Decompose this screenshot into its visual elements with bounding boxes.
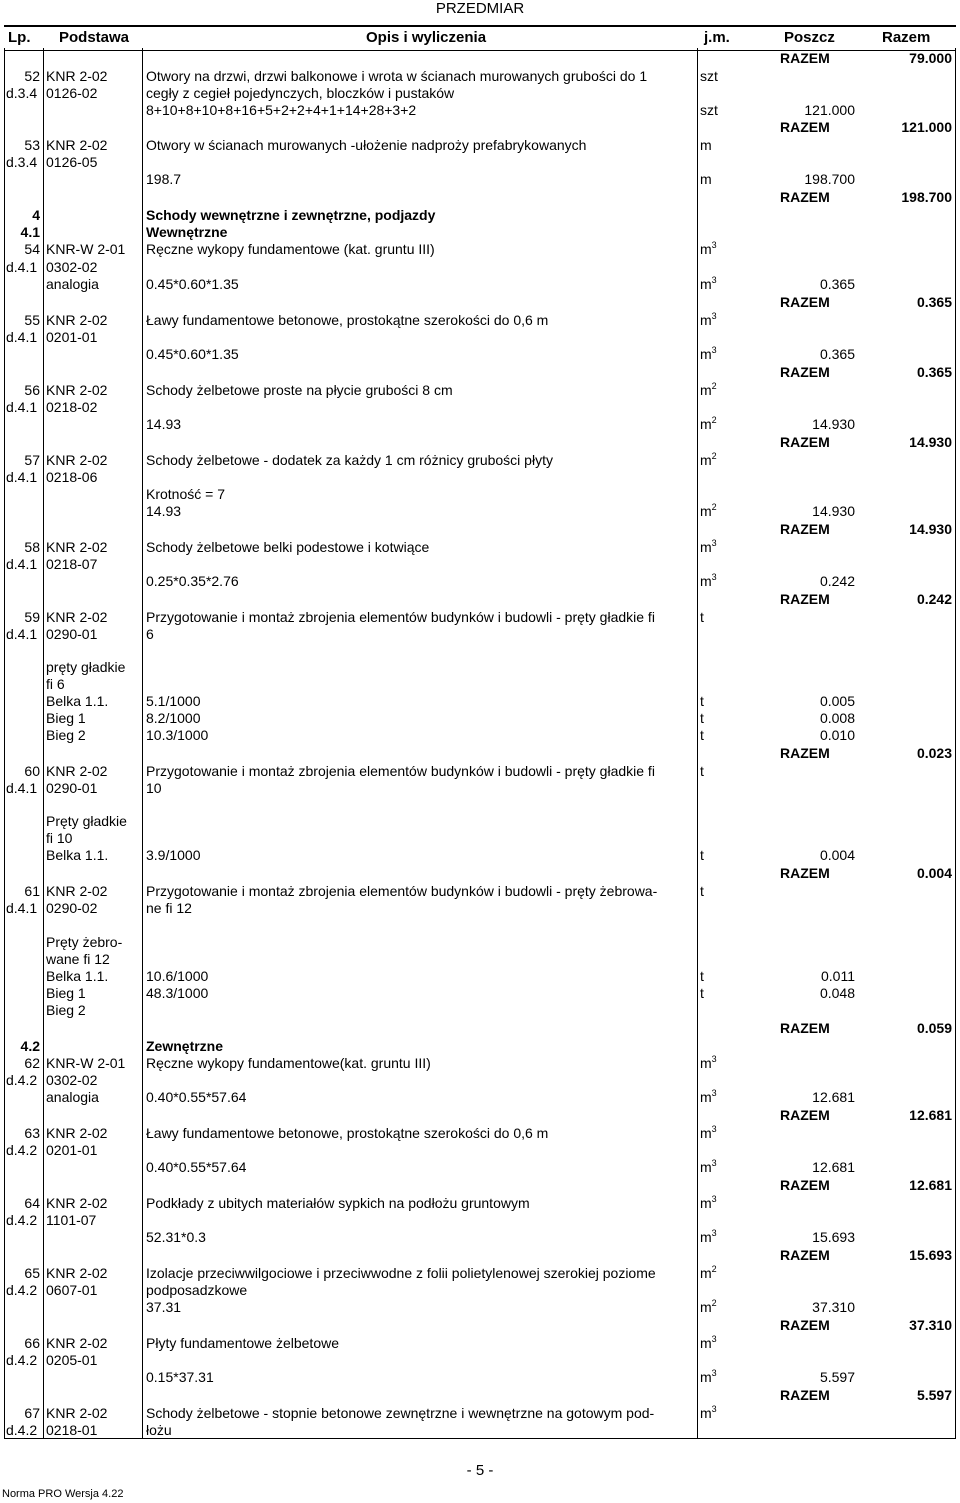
page-title: PRZEDMIAR (435, 0, 525, 17)
razem-value: 0.365 (916, 294, 952, 310)
unit-cell: $m^3$ (700, 1124, 717, 1141)
poszcz-cell: 0.365 (819, 346, 855, 362)
podstawa-cell: fi 6 (46, 676, 65, 692)
podstawa-cell: Bieg 1 (46, 985, 86, 1001)
lp-cell: d.4.1 (6, 626, 38, 642)
unit-cell: $m^2$ (700, 381, 717, 398)
podstawa-cell: 0607-01 (46, 1282, 98, 1298)
opis-cell: Zewnętrzne (146, 1038, 224, 1054)
lp-cell: d.4.1 (6, 780, 38, 796)
podstawa-cell: KNR 2-02 (46, 539, 108, 555)
podstawa-cell: Bieg 1 (46, 710, 86, 726)
poszcz-cell: 15.693 (812, 1229, 855, 1245)
poszcz-cell: 0.242 (819, 573, 855, 589)
unit-cell: $m^3$ (700, 345, 717, 362)
razem-label: RAZEM (780, 1020, 830, 1036)
podstawa-cell: KNR 2-02 (46, 1195, 108, 1211)
lp-cell: 61 (24, 883, 40, 899)
razem-value: 0.023 (916, 745, 952, 761)
opis-cell: Ławy fundamentowe betonowe, prostokątne szerokości do 0,6 m (146, 312, 549, 328)
poszcz-cell: 12.681 (812, 1159, 855, 1175)
unit-cell: $m^3$ (700, 538, 717, 555)
poszcz-cell: 121.000 (804, 102, 855, 118)
razem-label: RAZEM (780, 1247, 830, 1263)
podstawa-cell: fi 10 (46, 830, 73, 846)
lp-cell: d.4.2 (6, 1212, 38, 1228)
header-lp: Lp. (8, 29, 31, 46)
podstawa-cell: wane fi 12 (46, 951, 110, 967)
poszcz-cell: 14.930 (812, 503, 855, 519)
podstawa-cell: KNR-W 2-01 (46, 1055, 126, 1071)
lp-cell: d.3.4 (6, 85, 38, 101)
opis-cell: Otwory na drzwi, drzwi balkonowe i wrota w ścianach murowanych grubości do 1 (146, 68, 648, 84)
razem-label: RAZEM (780, 294, 830, 310)
podstawa-cell: KNR-W 2-01 (46, 241, 126, 257)
poszcz-cell: 37.310 (812, 1299, 855, 1315)
unit-cell: t (700, 693, 704, 709)
podstawa-cell: Belka 1.1. (46, 968, 109, 984)
opis-cell: 6 (146, 626, 154, 642)
razem-value: 0.059 (916, 1020, 952, 1036)
podstawa-cell: KNR 2-02 (46, 1125, 108, 1141)
unit-cell: $m^2$ (700, 451, 717, 468)
opis-cell: Krotność = 7 (146, 486, 225, 502)
unit-cell: $m^2$ (700, 1264, 717, 1281)
unit-cell: m (700, 137, 712, 153)
opis-cell: 5.1/1000 (146, 693, 201, 709)
poszcz-cell: 0.011 (821, 968, 855, 984)
podstawa-cell: KNR 2-02 (46, 452, 108, 468)
opis-cell: Schody żelbetowe proste na płycie grubości 8 cm (146, 382, 453, 398)
razem-label: RAZEM (780, 189, 830, 205)
unit-cell: szt (700, 68, 718, 84)
podstawa-cell: KNR 2-02 (46, 382, 108, 398)
unit-cell: $m^3$ (700, 1368, 717, 1385)
razem-value: 0.242 (916, 591, 952, 607)
lp-cell: 53 (24, 137, 40, 153)
opis-cell: 0.45*0.60*1.35 (146, 276, 239, 292)
lp-cell: 63 (24, 1125, 40, 1141)
podstawa-cell: 0218-06 (46, 469, 98, 485)
razem-value: 0.004 (916, 865, 952, 881)
unit-cell: $m^3$ (700, 1228, 717, 1245)
opis-cell: Wewnętrzne (146, 224, 228, 240)
lp-cell: 4.1 (20, 224, 40, 240)
poszcz-cell: 14.930 (812, 416, 855, 432)
opis-cell: łożu (146, 1422, 172, 1438)
podstawa-cell: Bieg 2 (46, 1002, 86, 1018)
lp-cell: 54 (24, 241, 40, 257)
lp-cell: 56 (24, 382, 40, 398)
lp-cell: 4 (32, 207, 40, 223)
unit-cell: $m^3$ (700, 1158, 717, 1175)
podstawa-cell: KNR 2-02 (46, 137, 108, 153)
podstawa-cell: Belka 1.1. (46, 847, 109, 863)
lp-cell: 65 (24, 1265, 40, 1281)
opis-cell: podposadzkowe (146, 1282, 248, 1298)
podstawa-cell: 0290-02 (46, 900, 98, 916)
podstawa-cell: 0218-07 (46, 556, 98, 572)
lp-cell: d.4.1 (6, 399, 38, 415)
lp-cell: d.4.1 (6, 469, 38, 485)
lp-cell: d.4.1 (6, 329, 38, 345)
podstawa-cell: 1101-07 (46, 1212, 97, 1228)
opis-cell: 37.31 (146, 1299, 182, 1315)
unit-cell: $m^2$ (700, 1298, 717, 1315)
podstawa-cell: 0201-01 (46, 329, 98, 345)
razem-label: RAZEM (780, 591, 830, 607)
podstawa-cell: pręty gładkie (46, 659, 126, 675)
lp-cell: 67 (24, 1405, 40, 1421)
header-razem: Razem (882, 29, 931, 46)
razem-label: RAZEM (780, 865, 830, 881)
podstawa-cell: Bieg 2 (46, 727, 86, 743)
lp-cell: 64 (24, 1195, 40, 1211)
opis-cell: Płyty fundamentowe żelbetowe (146, 1335, 339, 1351)
lp-cell: 59 (24, 609, 40, 625)
razem-label: RAZEM (780, 745, 830, 761)
unit-cell: t (700, 727, 704, 743)
opis-cell: Izolacje przeciwwilgociowe i przeciwwodne z folii polietylenowej szerokiej poziome (146, 1265, 656, 1281)
razem-label: RAZEM (780, 1107, 830, 1123)
opis-cell: 3.9/1000 (146, 847, 201, 863)
podstawa-cell: 0126-02 (46, 85, 98, 101)
unit-cell: t (700, 985, 704, 1001)
unit-cell: $m^2$ (700, 415, 717, 432)
opis-cell: 48.3/1000 (146, 985, 209, 1001)
unit-cell: $m^3$ (700, 1054, 717, 1071)
unit-cell: t (700, 847, 704, 863)
software-version: Norma PRO Wersja 4.22 (2, 1488, 124, 1500)
opis-cell: Przygotowanie i montaż zbrojenia elementów budynków i budowli - pręty gładkie fi (146, 763, 655, 779)
podstawa-cell: 0218-01 (46, 1422, 98, 1438)
grid-line (43, 48, 44, 1438)
razem-label: RAZEM (780, 1317, 830, 1333)
lp-cell: 52 (24, 68, 40, 84)
unit-cell: m (700, 171, 712, 187)
razem-value: 15.693 (909, 1247, 952, 1263)
unit-cell: t (700, 883, 704, 899)
razem-value: 5.597 (916, 1387, 952, 1403)
lp-cell: 57 (24, 452, 40, 468)
opis-cell: Ręczne wykopy fundamentowe (kat. gruntu III) (146, 241, 435, 257)
razem-label: RAZEM (780, 434, 830, 450)
opis-cell: Podkłady z ubitych materiałów sypkich na podłożu gruntowym (146, 1195, 530, 1211)
razem-value: 198.700 (901, 189, 952, 205)
podstawa-cell: 0218-02 (46, 399, 98, 415)
razem-label: RAZEM (780, 1177, 830, 1193)
unit-cell: szt (700, 102, 718, 118)
podstawa-cell: analogia (46, 276, 99, 292)
lp-cell: 66 (24, 1335, 40, 1351)
opis-cell: Ławy fundamentowe betonowe, prostokątne szerokości do 0,6 m (146, 1125, 549, 1141)
opis-cell: 0.25*0.35*2.76 (146, 573, 239, 589)
lp-cell: 55 (24, 312, 40, 328)
table-header (4, 25, 956, 51)
razem-value: 0.365 (916, 364, 952, 380)
podstawa-cell: KNR 2-02 (46, 883, 108, 899)
header-opis: Opis i wyliczenia (366, 29, 487, 46)
opis-cell: Schody żelbetowe - stopnie betonowe zewnętrzne i wewnętrzne na gotowym pod- (146, 1405, 655, 1421)
poszcz-cell: 5.597 (819, 1369, 855, 1385)
podstawa-cell: KNR 2-02 (46, 1405, 108, 1421)
podstawa-cell: Pręty gładkie (46, 813, 127, 829)
razem-label: RAZEM (780, 119, 830, 135)
opis-cell: Otwory w ścianach murowanych -ułożenie nadproży prefabrykowanych (146, 137, 587, 153)
podstawa-cell: Belka 1.1. (46, 693, 109, 709)
unit-cell: $m^3$ (700, 1404, 717, 1421)
podstawa-cell: KNR 2-02 (46, 763, 108, 779)
podstawa-cell: Pręty żebro- (46, 934, 123, 950)
unit-cell: $m^3$ (700, 275, 717, 292)
podstawa-cell: KNR 2-02 (46, 1335, 108, 1351)
poszcz-cell: 0.048 (819, 985, 855, 1001)
lp-cell: d.3.4 (6, 154, 38, 170)
podstawa-cell: KNR 2-02 (46, 1265, 108, 1281)
razem-label: RAZEM (780, 50, 830, 66)
unit-cell: $m^3$ (700, 1194, 717, 1211)
header-jm: j.m. (704, 29, 730, 46)
lp-cell: 62 (24, 1055, 40, 1071)
opis-cell: cegły z cegieł pojedynczych, bloczków i pustaków (146, 85, 455, 101)
page-number: - 5 - (466, 1462, 494, 1479)
podstawa-cell: 0201-01 (46, 1142, 98, 1158)
opis-cell: 10 (146, 780, 162, 796)
podstawa-cell: KNR 2-02 (46, 609, 108, 625)
bottom-rule (4, 1438, 956, 1439)
lp-cell: 58 (24, 539, 40, 555)
lp-cell: d.4.1 (6, 259, 38, 275)
unit-cell: t (700, 763, 704, 779)
podstawa-cell: 0290-01 (46, 626, 98, 642)
razem-value: 121.000 (901, 119, 952, 135)
opis-cell: 14.93 (146, 503, 182, 519)
podstawa-cell: analogia (46, 1089, 99, 1105)
opis-cell: 0.45*0.60*1.35 (146, 346, 239, 362)
lp-cell: d.4.2 (6, 1072, 38, 1088)
razem-value: 79.000 (909, 50, 952, 66)
unit-cell: $m^3$ (700, 311, 717, 328)
podstawa-cell: 0126-05 (46, 154, 98, 170)
razem-value: 37.310 (909, 1317, 952, 1333)
unit-cell: t (700, 710, 704, 726)
poszcz-cell: 0.005 (819, 693, 855, 709)
opis-cell: Schody wewnętrzne i zewnętrzne, podjazdy (146, 207, 436, 223)
razem-label: RAZEM (780, 364, 830, 380)
opis-cell: 14.93 (146, 416, 182, 432)
opis-cell: Przygotowanie i montaż zbrojenia elementów budynków i budowli - pręty żebrowa- (146, 883, 658, 899)
header-poszcz: Poszcz (784, 29, 835, 46)
razem-value: 12.681 (909, 1177, 952, 1193)
grid-line (697, 48, 698, 1438)
poszcz-cell: 12.681 (812, 1089, 855, 1105)
lp-cell: d.4.1 (6, 900, 38, 916)
lp-cell: 60 (24, 763, 40, 779)
podstawa-cell: KNR 2-02 (46, 312, 108, 328)
opis-cell: Ręczne wykopy fundamentowe(kat. gruntu III) (146, 1055, 431, 1071)
opis-cell: ne fi 12 (146, 900, 192, 916)
header-podstawa: Podstawa (59, 29, 130, 46)
razem-label: RAZEM (780, 521, 830, 537)
opis-cell: 52.31*0.3 (146, 1229, 206, 1245)
unit-cell: t (700, 968, 704, 984)
unit-cell: $m^3$ (700, 1334, 717, 1351)
podstawa-cell: 0205-01 (46, 1352, 98, 1368)
unit-cell: $m^3$ (700, 572, 717, 589)
poszcz-cell: 198.700 (804, 171, 855, 187)
opis-cell: Przygotowanie i montaż zbrojenia elementów budynków i budowli - pręty gładkie fi (146, 609, 655, 625)
unit-cell: $m^3$ (700, 1088, 717, 1105)
opis-cell: 8+10+8+10+8+16+5+2+2+4+1+14+28+3+2 (146, 102, 417, 118)
podstawa-cell: KNR 2-02 (46, 68, 108, 84)
podstawa-cell: 0290-01 (46, 780, 98, 796)
opis-cell: 198.7 (146, 171, 182, 187)
unit-cell: $m^3$ (700, 240, 717, 257)
lp-cell: d.4.2 (6, 1282, 38, 1298)
lp-cell: d.4.2 (6, 1352, 38, 1368)
opis-cell: Schody żelbetowe belki podestowe i kotwiące (146, 539, 430, 555)
opis-cell: 0.40*0.55*57.64 (146, 1159, 247, 1175)
podstawa-cell: 0302-02 (46, 1072, 98, 1088)
poszcz-cell: 0.004 (819, 847, 855, 863)
lp-cell: d.4.2 (6, 1142, 38, 1158)
poszcz-cell: 0.008 (819, 710, 855, 726)
poszcz-cell: 0.010 (819, 727, 855, 743)
lp-cell: 4.2 (20, 1038, 40, 1054)
opis-cell: Schody żelbetowe - dodatek za każdy 1 cm różnicy grubości płyty (146, 452, 553, 468)
opis-cell: 0.15*37.31 (146, 1369, 214, 1385)
opis-cell: 8.2/1000 (146, 710, 201, 726)
lp-cell: d.4.1 (6, 556, 38, 572)
unit-cell: t (700, 609, 704, 625)
grid-line (955, 48, 956, 1438)
razem-value: 12.681 (909, 1107, 952, 1123)
opis-cell: 10.3/1000 (146, 727, 209, 743)
podstawa-cell: 0302-02 (46, 259, 98, 275)
opis-cell: 0.40*0.55*57.64 (146, 1089, 247, 1105)
lp-cell: d.4.2 (6, 1422, 38, 1438)
opis-cell: 10.6/1000 (146, 968, 209, 984)
razem-value: 14.930 (909, 434, 952, 450)
unit-cell: $m^2$ (700, 502, 717, 519)
razem-value: 14.930 (909, 521, 952, 537)
razem-label: RAZEM (780, 1387, 830, 1403)
poszcz-cell: 0.365 (819, 276, 855, 292)
grid-line (142, 48, 143, 1438)
